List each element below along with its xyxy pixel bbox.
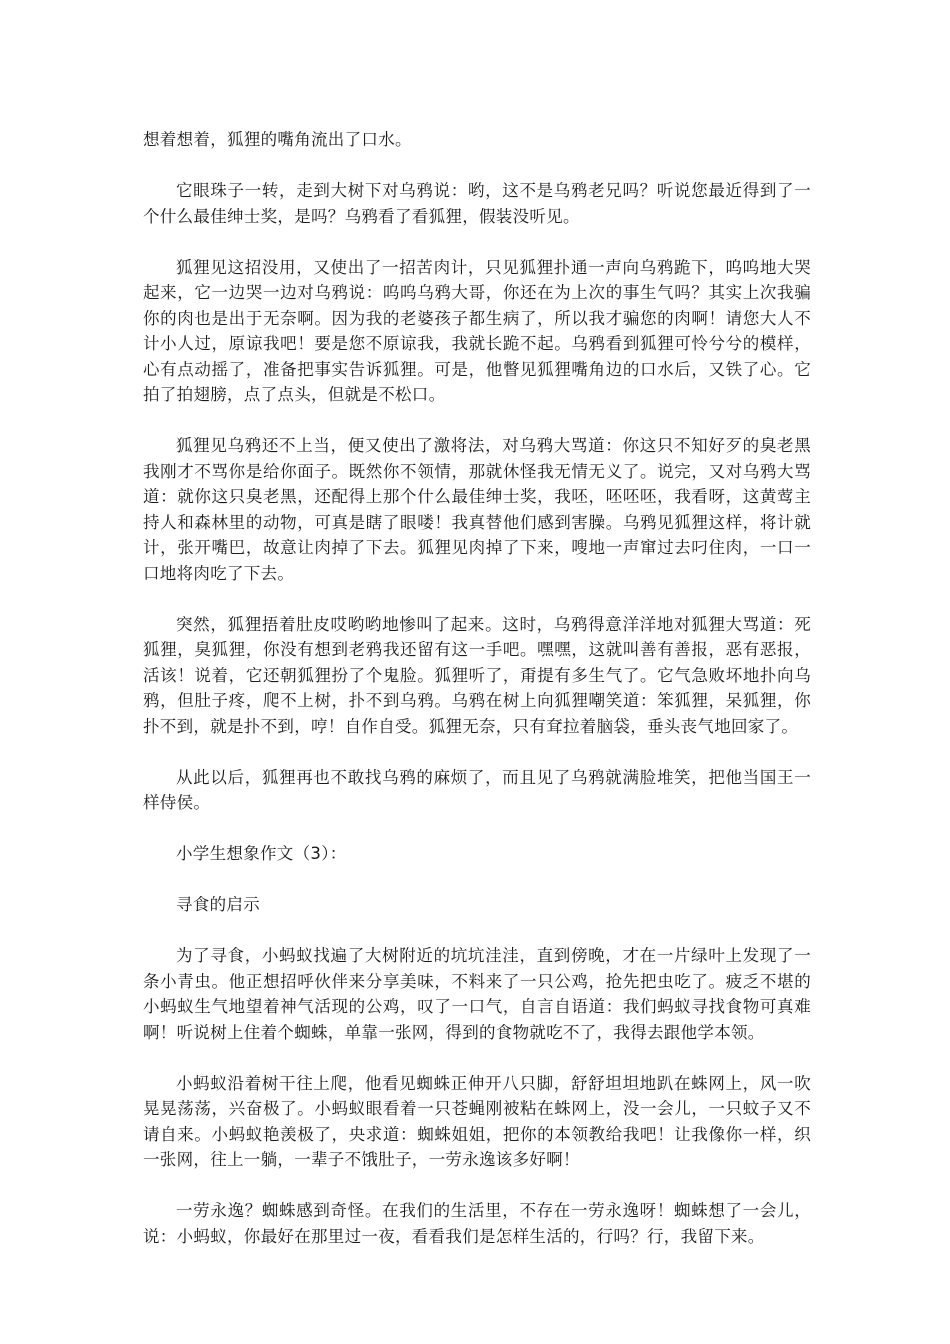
essay-title: 寻食的启示 bbox=[176, 895, 260, 914]
paragraph-4: 狐狸见乌鸦还不上当，便又使出了激将法，对乌鸦大骂道：你这只不知好歹的臭老黑我刚才不骂你是给你面子。既然你不领情，那就休怪我无情无义了。说完，又对乌鸦大骂道：就你这只臭老黑，还配得上那个什么最佳绅士奖，我呸，呸呸呸，我看呀，这黄莺主持人和森林里的动物，可真是瞎了眼喽！我真替他们感到害臊。乌鸦见狐狸这样，将计就计，张开嘴巴，故意让肉掉了下去。狐狸见肉掉了下来，嗖地一声窜过去叼住肉，一口一口地将肉吃了下去。 bbox=[143, 436, 811, 583]
paragraph-7: 为了寻食，小蚂蚁找遍了大树附近的坑坑洼洼，直到傍晚，才在一片绿叶上发现了一条小青虫。他正想招呼伙伴来分享美味，不料来了一只公鸡，抢先把虫吃了。疲乏不堪的小蚂蚁生气地望着神气活现的公鸡，叹了一口气，自言自语道：我们蚂蚁寻找食物可真难啊！听说树上住着个蜘蛛，单靠一张网，得到的食物就吃不了，我得去跟他学本领。 bbox=[143, 946, 811, 1042]
paragraph-6: 从此以后，狐狸再也不敢找乌鸦的麻烦了，而且见了乌鸦就满脸堆笑，把他当国王一样侍侯。 bbox=[143, 767, 811, 812]
paragraph-3: 狐狸见这招没用，又使出了一招苦肉计，只见狐狸扑通一声向乌鸦跪下，呜呜地大哭起来，它一边哭一边对乌鸦说：呜呜乌鸦大哥，你还在为上次的事生气吗？其实上次我骗你的肉也是出于无奈啊。因为我的老婆孩子都生病了，所以我才骗您的肉啊！请您大人不计小人过，原谅我吧！要是您不原谅我，我就长跪不起。乌鸦看到狐狸可怜兮兮的模样，心有点动摇了，准备把事实告诉狐狸。可是，他瞥见狐狸嘴角边的口水后，又铁了心。它拍了拍翅膀，点了点头，但就是不松口。 bbox=[143, 257, 811, 404]
section-heading: 小学生想象作文（3）： bbox=[176, 844, 347, 863]
paragraph-5: 突然，狐狸捂着肚皮哎哟哟地惨叫了起来。这时，乌鸦得意洋洋地对狐狸大骂道：死狐狸，臭狐狸，你没有想到老鸦我还留有这一手吧。嘿嘿，这就叫善有善报，恶有恶报，活该！说着，它还朝狐狸扮了个鬼脸。狐狸听了，甭提有多生气了。它气急败坏地扑向乌鸦，但肚子疼，爬不上树，扑不到乌鸦。乌鸦在树上向狐狸嘲笑道：笨狐狸，呆狐狸，你扑不到，就是扑不到，哼！自作自受。狐狸无奈，只有耷拉着脑袋，垂头丧气地回家了。 bbox=[143, 614, 811, 736]
document-body bbox=[143, 127, 811, 1275]
paragraph-9: 一劳永逸？蜘蛛感到奇怪。在我们的生活里，不存在一劳永逸呀！蜘蛛想了一会儿，说：小蚂蚁，你最好在那里过一夜，看看我们是怎样生活的，行吗？行，我留下来。 bbox=[143, 1201, 811, 1246]
paragraph-1: 想着想着，狐狸的嘴角流出了口水。 bbox=[143, 130, 412, 149]
paragraph-8: 小蚂蚁沿着树干往上爬，他看见蜘蛛正伸开八只脚，舒舒坦坦地趴在蛛网上，风一吹晃晃荡荡，兴奋极了。小蚂蚁眼看着一只苍蝇刚被粘在蛛网上，没一会儿，一只蚊子又不请自来。小蚂蚁艳羡极了，央求道：蜘蛛姐姐，把你的本领教给我吧！让我像你一样，织一张网，往上一躺，一辈子不饿肚子，一劳永逸该多好啊！ bbox=[143, 1073, 811, 1169]
paragraph-2: 它眼珠子一转，走到大树下对乌鸦说：哟，这不是乌鸦老兄吗？听说您最近得到了一个什么最佳绅士奖，是吗？乌鸦看了看狐狸，假装没听见。 bbox=[143, 181, 811, 226]
